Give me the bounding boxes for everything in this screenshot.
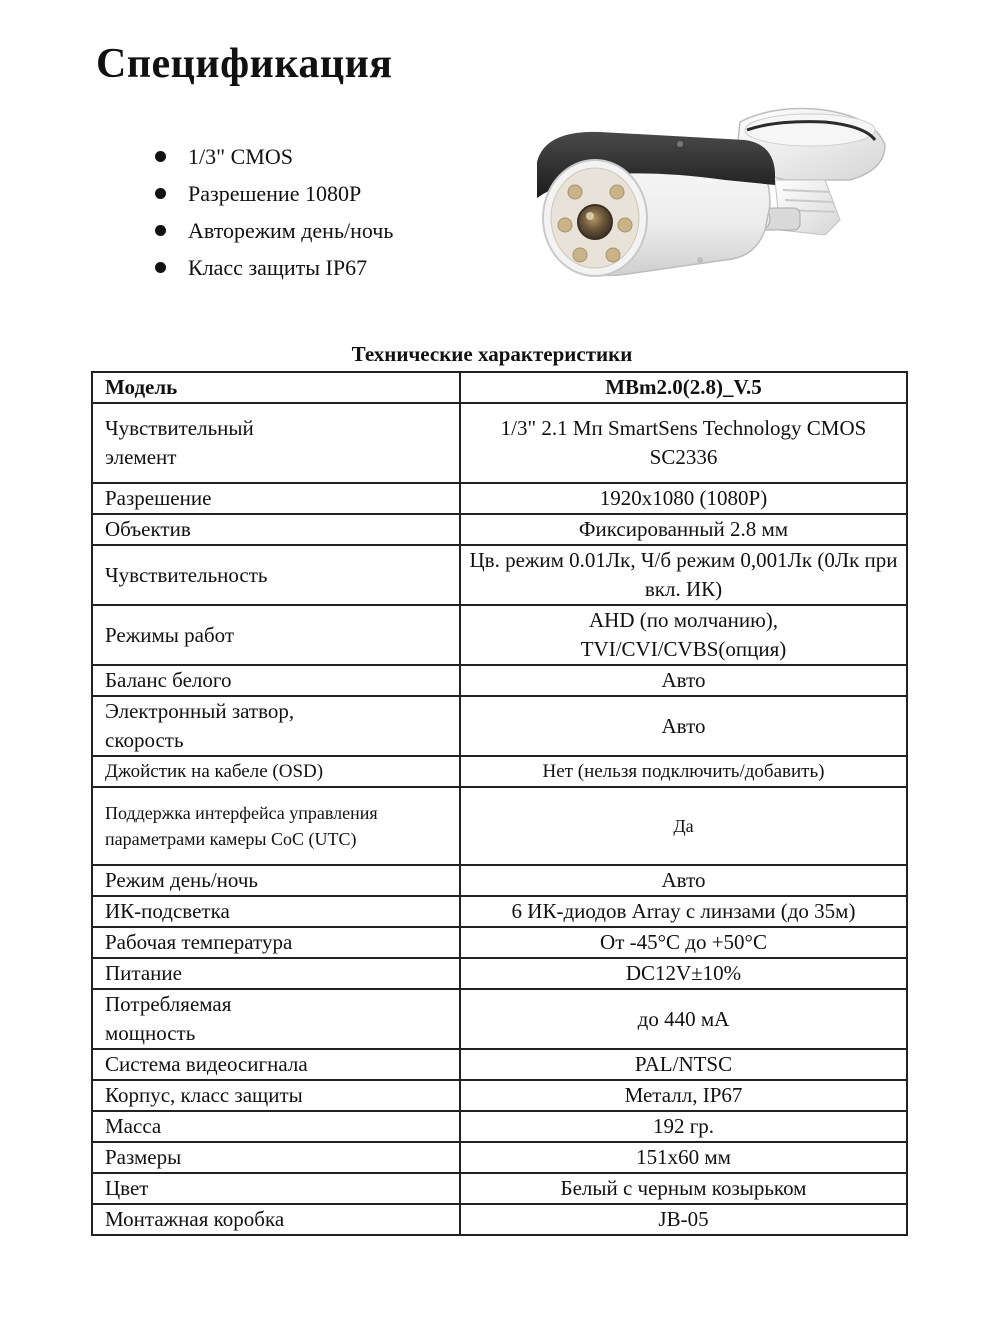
row-label: ИК-подсветка xyxy=(92,896,460,927)
table-header-row xyxy=(92,372,907,403)
row-label: Поддержка интерфейса управления параметрами камеры CoC (UTC) xyxy=(92,787,460,865)
row-label: Чувствительность xyxy=(92,545,460,605)
table-row xyxy=(92,958,907,989)
row-value: DC12V±10% xyxy=(460,958,907,989)
table-row xyxy=(92,865,907,896)
table-row xyxy=(92,514,907,545)
bullet-icon xyxy=(155,188,166,199)
row-label: Объектив xyxy=(92,514,460,545)
row-value: Нет (нельзя подключить/добавить) xyxy=(460,756,907,787)
row-value: Металл, IP67 xyxy=(460,1080,907,1111)
row-label: Электронный затвор, скорость xyxy=(92,696,460,756)
table-caption: Технические характеристики xyxy=(351,342,633,366)
feature-text: Авторежим день/ночь xyxy=(188,218,394,243)
row-value: 6 ИК-диодов Array с линзами (до 35м) xyxy=(460,896,907,927)
row-value: PAL/NTSC xyxy=(460,1049,907,1080)
row-value: Да xyxy=(460,787,907,865)
row-label: Цвет xyxy=(92,1173,460,1204)
row-value: 1/3" 2.1 Мп SmartSens Technology CMOS SC2336 xyxy=(460,403,907,483)
row-label: Корпус, класс защиты xyxy=(92,1080,460,1111)
bullet-icon xyxy=(155,151,166,162)
table-row xyxy=(92,1142,907,1173)
row-label: Баланс белого xyxy=(92,665,460,696)
table-header-value: MBm2.0(2.8)_V.5 xyxy=(460,372,907,403)
feature-text: 1/3" CMOS xyxy=(188,144,293,169)
table-row xyxy=(92,696,907,756)
feature-item xyxy=(155,138,393,175)
row-value: Фиксированный 2.8 мм xyxy=(460,514,907,545)
row-label: Система видеосигнала xyxy=(92,1049,460,1080)
row-value: AHD (по молчанию), TVI/CVI/CVBS(опция) xyxy=(460,605,907,665)
specs-table xyxy=(91,371,908,1236)
feature-item xyxy=(155,175,393,212)
table-row xyxy=(92,1204,907,1235)
bullet-icon xyxy=(155,225,166,236)
row-value: до 440 мА xyxy=(460,989,907,1049)
camera-image xyxy=(525,100,895,300)
table-row xyxy=(92,787,907,865)
row-label: Джойстик на кабеле (OSD) xyxy=(92,756,460,787)
row-label: Режимы работ xyxy=(92,605,460,665)
row-label: Масса xyxy=(92,1111,460,1142)
row-value: 151x60 мм xyxy=(460,1142,907,1173)
row-value: От -45°C до +50°C xyxy=(460,927,907,958)
table-row xyxy=(92,403,907,483)
feature-list xyxy=(155,138,393,286)
table-row xyxy=(92,1173,907,1204)
row-value: 192 гр. xyxy=(460,1111,907,1142)
row-label: Режим день/ночь xyxy=(92,865,460,896)
table-header-label: Модель xyxy=(92,372,460,403)
row-value: 1920x1080 (1080P) xyxy=(460,483,907,514)
row-value: Авто xyxy=(460,865,907,896)
row-value: Авто xyxy=(460,665,907,696)
row-label: Потребляемая мощность xyxy=(92,989,460,1049)
row-label: Размеры xyxy=(92,1142,460,1173)
table-row xyxy=(92,545,907,605)
row-label: Питание xyxy=(92,958,460,989)
table-row xyxy=(92,1111,907,1142)
table-row xyxy=(92,605,907,665)
row-label: Рабочая температура xyxy=(92,927,460,958)
feature-text: Разрешение 1080P xyxy=(188,181,362,206)
table-row xyxy=(92,756,907,787)
table-row xyxy=(92,665,907,696)
table-row xyxy=(92,896,907,927)
table-row xyxy=(92,927,907,958)
row-value: Авто xyxy=(460,696,907,756)
feature-item xyxy=(155,249,393,286)
row-label: Монтажная коробка xyxy=(92,1204,460,1235)
row-label: Разрешение xyxy=(92,483,460,514)
row-value: JB-05 xyxy=(460,1204,907,1235)
table-row xyxy=(92,989,907,1049)
table-row xyxy=(92,1080,907,1111)
table-row xyxy=(92,483,907,514)
table-row xyxy=(92,1049,907,1080)
bullet-icon xyxy=(155,262,166,273)
row-value: Белый с черным козырьком xyxy=(460,1173,907,1204)
feature-text: Класс защиты IP67 xyxy=(188,255,368,280)
row-label: Чувствительный элемент xyxy=(92,403,460,483)
row-value: Цв. режим 0.01Лк, Ч/б режим 0,001Лк (0Лк при вкл. ИК) xyxy=(460,545,907,605)
feature-item xyxy=(155,212,393,249)
page-title: Спецификация xyxy=(96,41,393,87)
